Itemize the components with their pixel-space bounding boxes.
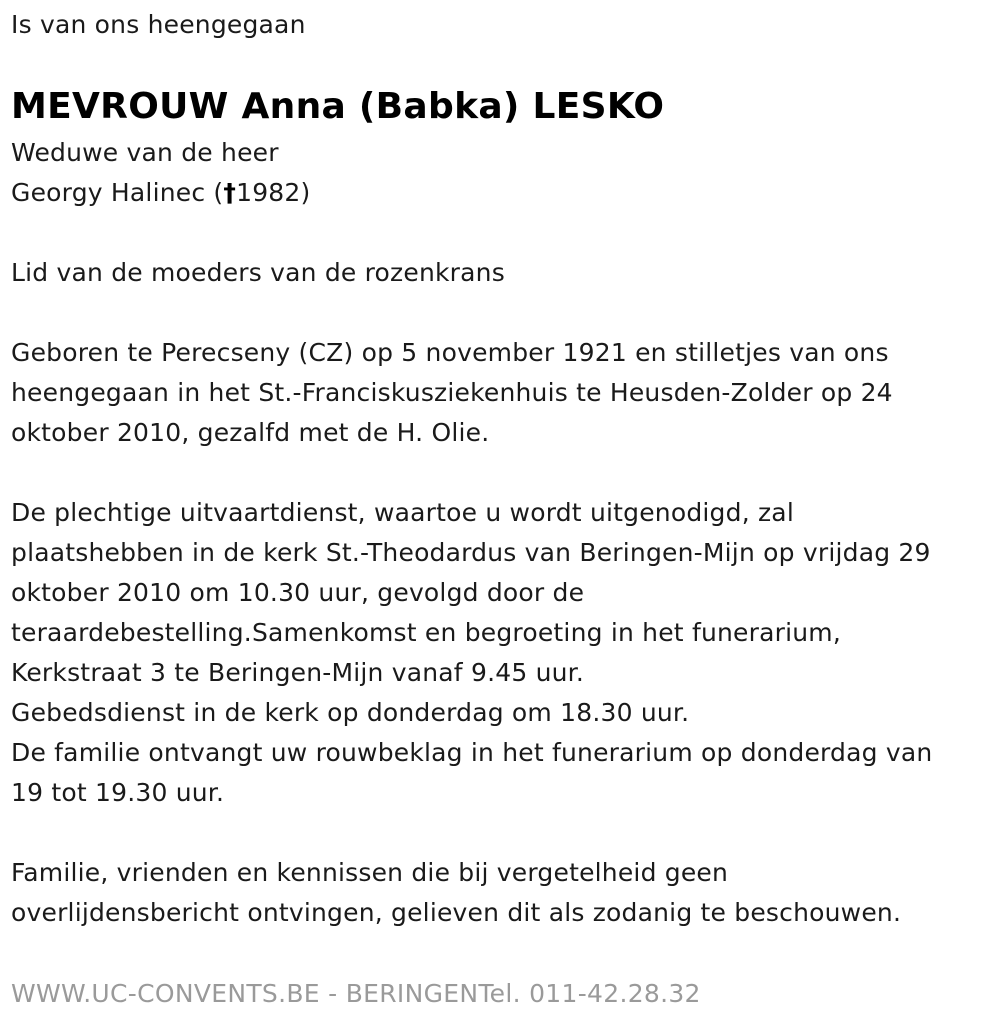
spouse-block — [11, 133, 310, 213]
spouse-name: Georgy Halinec ( — [11, 178, 224, 207]
birth-paragraph — [11, 333, 893, 453]
paragraph-line: heengegaan in het St.-Franciskusziekenhuis te Heusden-Zolder op 24 — [11, 378, 893, 407]
spouse-line: Weduwe van de heer — [11, 138, 279, 167]
deceased-name: MEVROUW Anna (Babka) LESKO — [11, 86, 665, 127]
paragraph-line: De familie ontvangt uw rouwbeklag in het funerarium op donderdag van — [11, 738, 933, 767]
paragraph-line: teraardebestelling.Samenkomst en begroeting in het funerarium, — [11, 618, 841, 647]
membership-text: Lid van de moeders van de rozenkrans — [11, 258, 505, 287]
paragraph-line: Familie, vrienden en kennissen die bij vergetelheid geen — [11, 858, 729, 887]
paragraph-line: Gebedsdienst in de kerk op donderdag om 18.30 uur. — [11, 698, 690, 727]
paragraph-line: Geboren te Perecseny (CZ) op 5 november 1921 en stilletjes van ons — [11, 338, 889, 367]
paragraph-line: Kerkstraat 3 te Beringen-Mijn vanaf 9.45 uur. — [11, 658, 584, 687]
paragraph-line: overlijdensbericht ontvingen, gelieven dit als zodanig te beschouwen. — [11, 898, 902, 927]
spouse-name-line — [11, 173, 310, 213]
paragraph-line: 19 tot 19.30 uur. — [11, 778, 225, 807]
paragraph-line: oktober 2010 om 10.30 uur, gevolgd door de — [11, 578, 585, 607]
footer-contact: WWW.UC-CONVENTS.BE - BERINGENTel. 011-42.28.32 — [11, 979, 701, 1008]
spouse-death-year: 1982) — [236, 178, 311, 207]
intro-text: Is van ons heengegaan — [11, 10, 306, 39]
membership-block — [11, 253, 505, 293]
funeral-paragraph — [11, 493, 932, 813]
cross-icon: † — [223, 178, 237, 207]
paragraph-line: plaatshebben in de kerk St.-Theodardus van Beringen-Mijn op vrijdag 29 — [11, 538, 931, 567]
paragraph-line: oktober 2010, gezalfd met de H. Olie. — [11, 418, 490, 447]
family-paragraph — [11, 853, 901, 933]
paragraph-line: De plechtige uitvaartdienst, waartoe u wordt uitgenodigd, zal — [11, 498, 794, 527]
